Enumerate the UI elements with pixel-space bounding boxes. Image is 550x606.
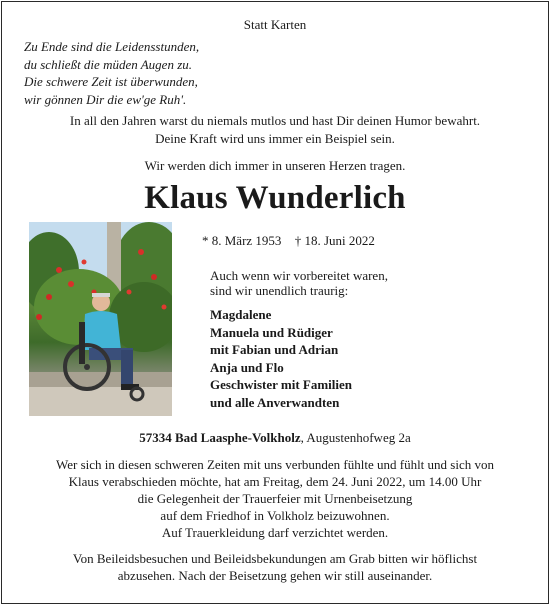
intro-line: Deine Kraft wird uns immer ein Beispiel sein. [155, 131, 395, 146]
prelude-line: Auch wenn wir vorbereitet waren, [210, 268, 388, 283]
mourner-item: und alle Anverwandten [210, 394, 340, 410]
header-label: Statt Karten [243, 17, 307, 32]
poem [24, 38, 199, 108]
portrait-photo-illustration [29, 222, 172, 416]
funeral-service-info [2, 456, 548, 541]
intro-line: In all den Jahren warst du niemals mutlos und hast Dir deinen Humor bewahrt. [69, 113, 481, 128]
prelude-line: sind wir unendlich traurig: [210, 283, 349, 298]
mourner-item: mit Fabian und Adrian [210, 342, 339, 357]
death-date: † 18. Juni 2022 [294, 233, 375, 248]
portrait-photo [29, 222, 172, 416]
service-line: auf dem Friedhof in Volkholz beizuwohnen. [160, 508, 390, 523]
poem-line: Die schwere Zeit ist überwunden, [24, 74, 198, 89]
address-street: , Augustenhofweg 2a [300, 430, 411, 445]
mourners-prelude [210, 268, 388, 298]
mourner-item: Geschwister mit Familien [210, 377, 353, 392]
intro-text [2, 112, 548, 148]
mourner-item: Manuela und Rüdiger [210, 324, 333, 340]
obituary-notice [1, 1, 549, 604]
closing-line: abzusehen. Nach der Beisetzung gehen wir still auseinander. [117, 568, 433, 583]
service-line: Auf Trauerkleidung darf verzichtet werden. [161, 525, 389, 540]
address-city: 57334 Bad Laasphe-Volkholz [139, 430, 301, 445]
poem-line: Zu Ende sind die Leidensstunden, [24, 39, 200, 54]
closing-remark [2, 550, 548, 584]
service-line: Klaus verabschieden möchte, hat am Freitag, dem 24. Juni 2022, um 14.00 Uhr [68, 474, 482, 489]
service-line: Wer sich in diesen schweren Zeiten mit uns verbunden fühlte und fühlt und sich von [56, 457, 494, 472]
deceased-name: Klaus Wunderlich [144, 180, 406, 216]
birth-date: * 8. März 1953 [202, 233, 282, 248]
life-dates [202, 233, 385, 249]
mourner-item: Anja und Flo [210, 359, 284, 375]
closing-line: Von Beileidsbesuchen und Beileidsbekundungen am Grab bitten wir höflichst [72, 551, 478, 566]
mourner-item: Magdalene [210, 307, 272, 322]
mourners-list [210, 306, 352, 411]
poem-line: du schließt die müden Augen zu. [24, 56, 193, 72]
service-line: die Gelegenheit der Trauerfeier mit Urnenbeisetzung [137, 491, 413, 506]
family-address [2, 430, 548, 446]
poem-line: wir gönnen Dir die ew'ge Ruh'. [24, 91, 187, 107]
intro-sentence: Wir werden dich immer in unseren Herzen tragen. [144, 158, 406, 173]
